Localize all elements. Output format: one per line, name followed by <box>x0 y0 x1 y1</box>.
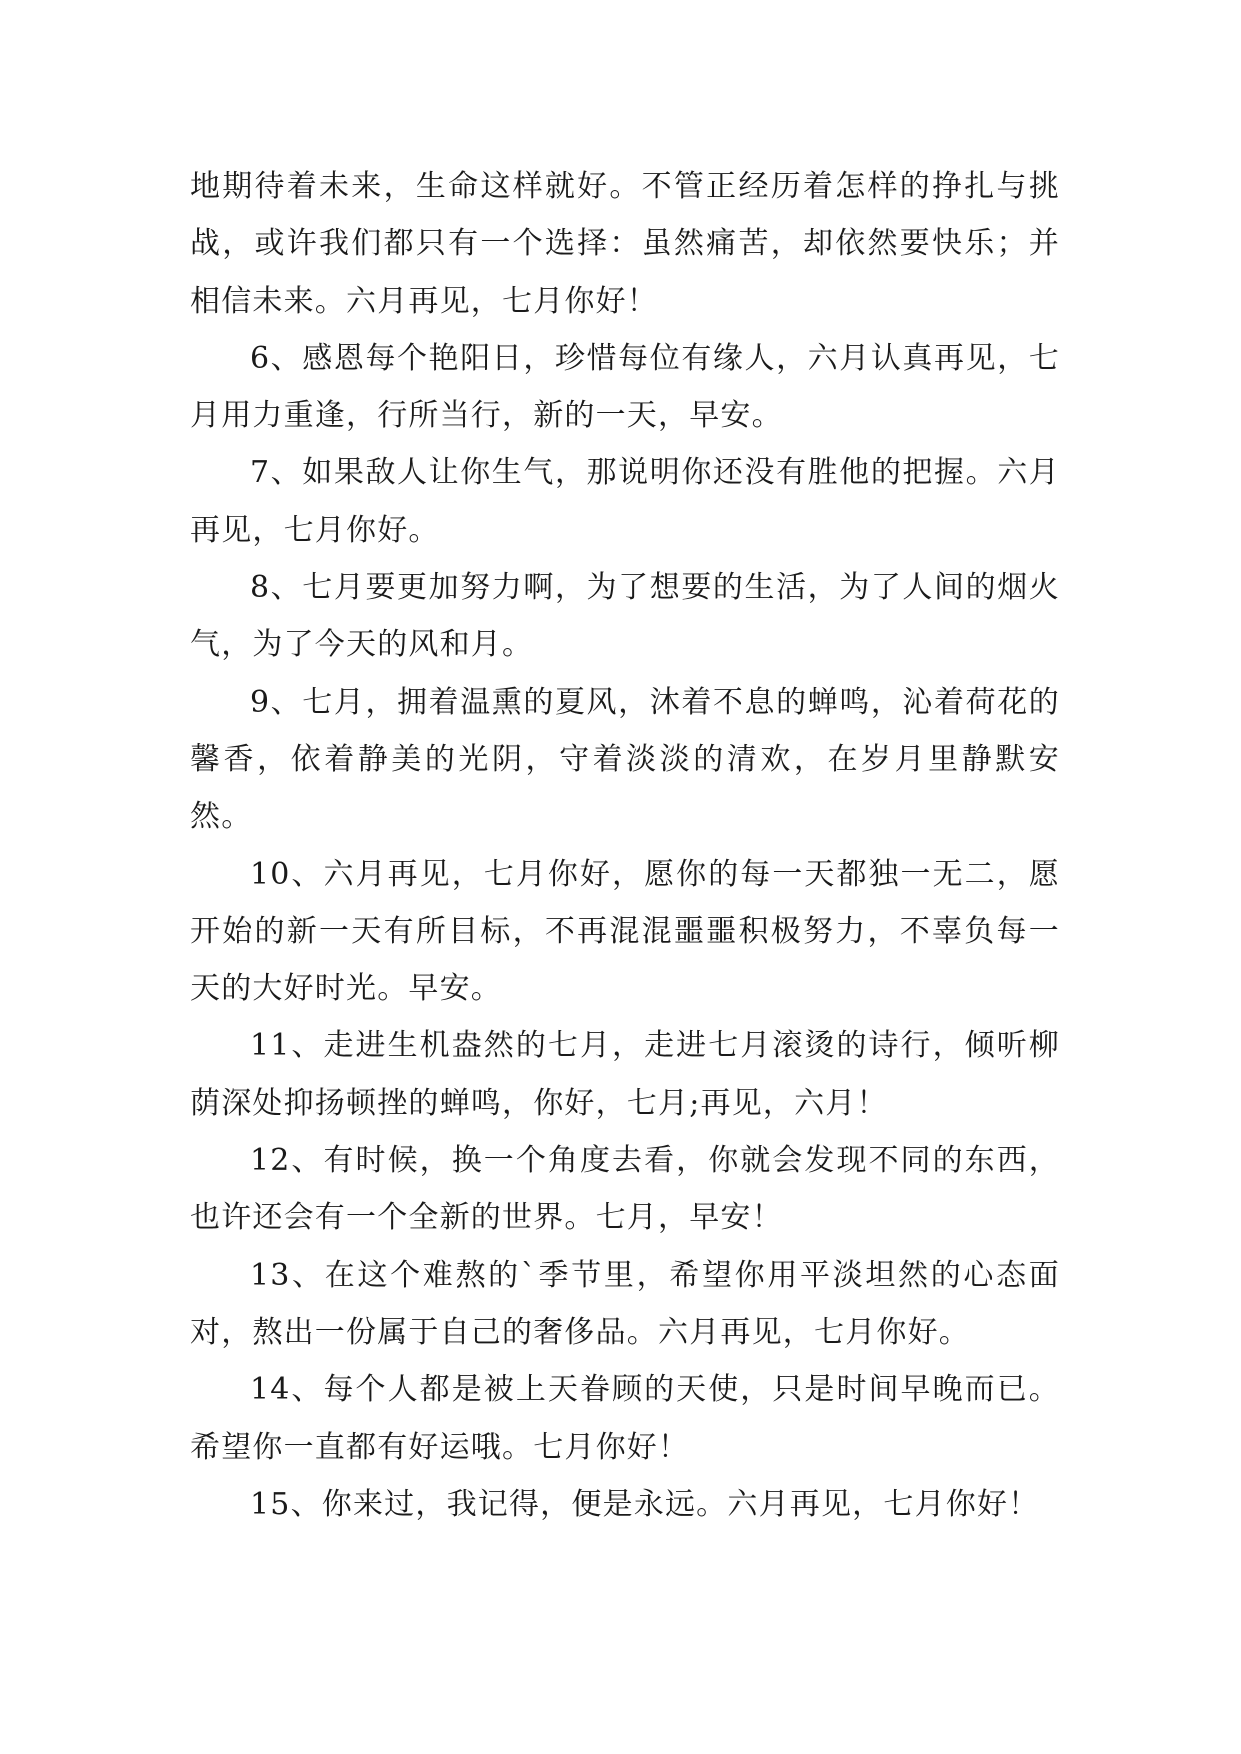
paragraph-item-14: 14、每个人都是被上天眷顾的天使，只是时间早晚而已。希望你一直都有好运哦。七月你好！ <box>190 1372 1060 1465</box>
paragraph-item-11: 11、走进生机盎然的七月，走进七月滚烫的诗行，倾听柳荫深处抑扬顿挫的蝉鸣，你好，七月;再见，六月！ <box>190 1028 1060 1121</box>
paragraph-continuation: 地期待着未来，生命这样就好。不管正经历着怎样的挣扎与挑战，或许我们都只有一个选择：虽然痛苦，却依然要快乐；并相信未来。六月再见，七月你好！ <box>190 169 1060 319</box>
paragraph-item-13: 13、在这个难熬的`季节里，希望你用平淡坦然的心态面对，熬出一份属于自己的奢侈品。六月再见，七月你好。 <box>190 1257 1060 1350</box>
paragraph-item-8: 8、七月要更加努力啊，为了想要的生活，为了人间的烟火气，为了今天的风和月。 <box>190 570 1060 663</box>
paragraph-item-9: 9、七月，拥着温熏的夏风，沐着不息的蝉鸣，沁着荷花的馨香，依着静美的光阴，守着淡淡的清欢，在岁月里静默安然。 <box>190 684 1060 835</box>
paragraph-item-6: 6、感恩每个艳阳日，珍惜每位有缘人，六月认真再见，七月用力重逢，行所当行，新的一天，早安。 <box>190 340 1060 434</box>
paragraph-item-10: 10、六月再见，七月你好，愿你的每一天都独一无二，愿开始的新一天有所目标，不再混混噩噩积极努力，不辜负每一天的大好时光。早安。 <box>190 856 1060 1007</box>
document-body <box>190 158 1060 1533</box>
paragraph-item-7: 7、如果敌人让你生气，那说明你还没有胜他的把握。六月再见，七月你好。 <box>190 455 1060 548</box>
paragraph-item-15: 15、你来过，我记得，便是永远。六月再见，七月你好！ <box>250 1486 1040 1522</box>
paragraph-item-12: 12、有时候，换一个角度去看，你就会发现不同的东西，也许还会有一个全新的世界。七月，早安！ <box>190 1143 1060 1236</box>
